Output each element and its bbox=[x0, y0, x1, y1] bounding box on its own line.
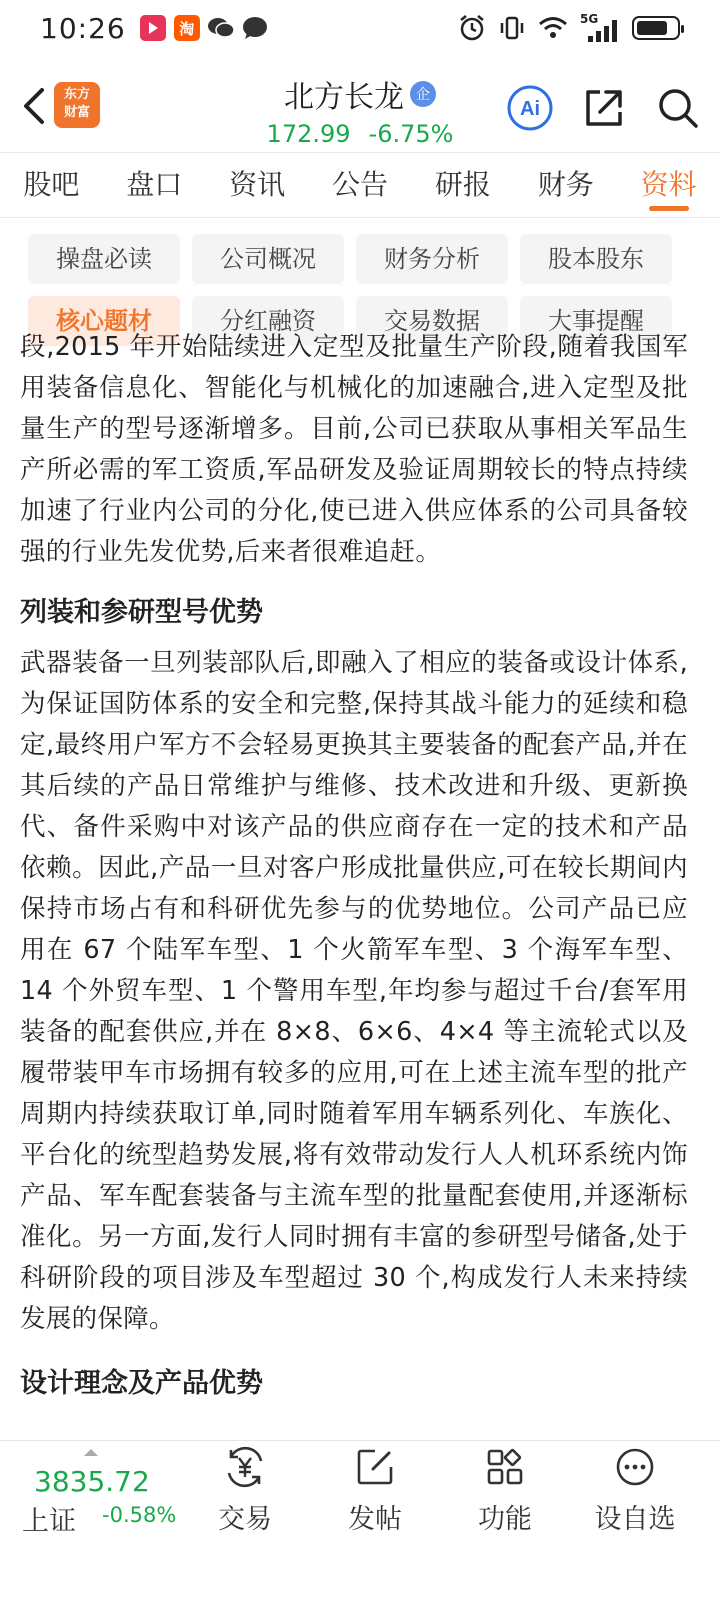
taobao-app-icon: 淘 bbox=[174, 15, 200, 41]
enterprise-badge: 企 bbox=[410, 81, 436, 107]
subtab-must-read[interactable]: 操盘必读 bbox=[28, 234, 180, 284]
functions-label: 功能 bbox=[478, 1504, 532, 1535]
trade-label: 交易 bbox=[218, 1504, 272, 1535]
paragraph: 段,2015 年开始陆续进入定型及批量生产阶段,随着我国军用装备信息化、智能化与机械化的加速融合,进入定型及批量生产的型号逐渐增多。目前,公司已获取从事相关军品生产所必需的军工资质,军品研发及验证周期较长的特点持续加速了行业内公司的分化,使已进入供应体系的公司具备较强的行业先发优势,后来者很难追赶。 bbox=[20, 332, 688, 567]
subtab-events[interactable]: 大事提醒 bbox=[520, 296, 672, 346]
signal-icon bbox=[580, 14, 620, 42]
search-icon[interactable] bbox=[654, 84, 702, 132]
add-watchlist-button[interactable] bbox=[580, 1445, 690, 1536]
alarm-icon bbox=[458, 14, 486, 42]
status-bar bbox=[0, 0, 720, 56]
wechat-icon bbox=[208, 15, 234, 41]
tab-news[interactable]: 资讯 bbox=[229, 168, 286, 201]
vibrate-icon bbox=[498, 14, 526, 42]
caret-up-icon bbox=[84, 1449, 98, 1456]
logo-text-top: 东方 bbox=[63, 87, 90, 102]
stock-name bbox=[284, 72, 436, 116]
battery-icon bbox=[632, 16, 680, 40]
tab-profile[interactable]: 资料 bbox=[617, 153, 720, 217]
tab-announcements[interactable]: 公告 bbox=[332, 168, 389, 201]
subtab-financial-analysis[interactable]: 财务分析 bbox=[356, 234, 508, 284]
tab-research[interactable]: 研报 bbox=[434, 168, 491, 201]
stock-change: -6.75% bbox=[368, 120, 454, 148]
network-type: 5G bbox=[580, 12, 599, 26]
status-time: 10:26 bbox=[40, 11, 126, 45]
index-value: 3835.72 bbox=[34, 1465, 150, 1498]
more-dots-icon bbox=[613, 1445, 657, 1489]
header-actions bbox=[506, 84, 702, 132]
section-heading: 列装和参研型号优势 bbox=[20, 597, 263, 628]
status-app-icons bbox=[140, 15, 268, 41]
message-icon bbox=[242, 15, 268, 41]
stock-title: 北方长龙 bbox=[284, 80, 404, 115]
yuan-exchange-icon bbox=[223, 1445, 267, 1489]
svg-text:Ai: Ai bbox=[520, 98, 540, 120]
section-heading: 设计理念及产品优势 bbox=[20, 1368, 263, 1399]
video-app-icon bbox=[140, 15, 166, 41]
stock-price: 172.99 bbox=[266, 120, 351, 148]
stock-header bbox=[0, 56, 720, 152]
functions-button[interactable] bbox=[450, 1445, 560, 1536]
index-change: -0.58% bbox=[102, 1503, 177, 1527]
post-label: 发帖 bbox=[348, 1504, 402, 1535]
edit-post-icon bbox=[353, 1445, 397, 1489]
trade-button[interactable] bbox=[190, 1445, 300, 1536]
tab-finance[interactable]: 财务 bbox=[537, 168, 594, 201]
add-watchlist-label: 设自选 bbox=[594, 1504, 676, 1535]
wifi-icon bbox=[538, 15, 568, 41]
apps-grid-icon bbox=[483, 1445, 527, 1489]
subtab-core-themes[interactable]: 核心题材 bbox=[28, 296, 180, 346]
subtab-shareholders[interactable]: 股本股东 bbox=[520, 234, 672, 284]
subtab-trading-data[interactable]: 交易数据 bbox=[356, 296, 508, 346]
article-content[interactable] bbox=[0, 332, 720, 1440]
paragraph: 武器装备一旦列装部队后,即融入了相应的装备或设计体系,为保证国防体系的安全和完整,保持其战斗能力的延续和稳定,最终用户军方不会轻易更换其主要装备的配套产品,并在其后续的产品日常维护与维修、技术改进和升级、更新换代、备件采购中对该产品的供应商存在一定的技术和产品依赖。因此,产品一旦对客户形成批量供应,可在较长期间内保持市场占有和科研优先参与的优势地位。公司产品已应用在 67 个陆军车型、1 个火箭军车型、3 个海军车型、14 个外贸车型、1 个警用车型,年均参与超过千台/套军用装备的配套供应,并在 8×8、6×6、4×4 等主流轮式以及履带装甲车市场拥有较多的应用,可在上述主流车型的批产周期内持续获取订单,同时随着军用车辆系列化、车族化、平台化的统型趋势发展,将有效带动发行人人机环系统内饰产品、军车配套装备与主流车型的批量配套使用,并逐渐标准化。另一方面,发行人同时拥有丰富的参研型号储备,处于科研阶段的项目涉及车型超过 30 个,构成发行人未来持续发展的保障。 bbox=[20, 648, 688, 1334]
bottom-toolbar bbox=[0, 1440, 720, 1612]
tab-guba[interactable]: 股吧 bbox=[23, 168, 80, 201]
tab-pankou[interactable]: 盘口 bbox=[126, 168, 183, 201]
post-button[interactable] bbox=[320, 1445, 430, 1536]
main-tabs bbox=[0, 152, 720, 218]
logo-text-bottom: 财富 bbox=[63, 105, 90, 120]
subtab-company-overview[interactable]: 公司概况 bbox=[192, 234, 344, 284]
subtab-dividends[interactable]: 分红融资 bbox=[192, 296, 344, 346]
status-system-icons bbox=[458, 14, 680, 42]
share-icon[interactable] bbox=[580, 84, 628, 132]
index-name: 上证 bbox=[22, 1506, 76, 1537]
ai-icon[interactable] bbox=[506, 84, 554, 132]
